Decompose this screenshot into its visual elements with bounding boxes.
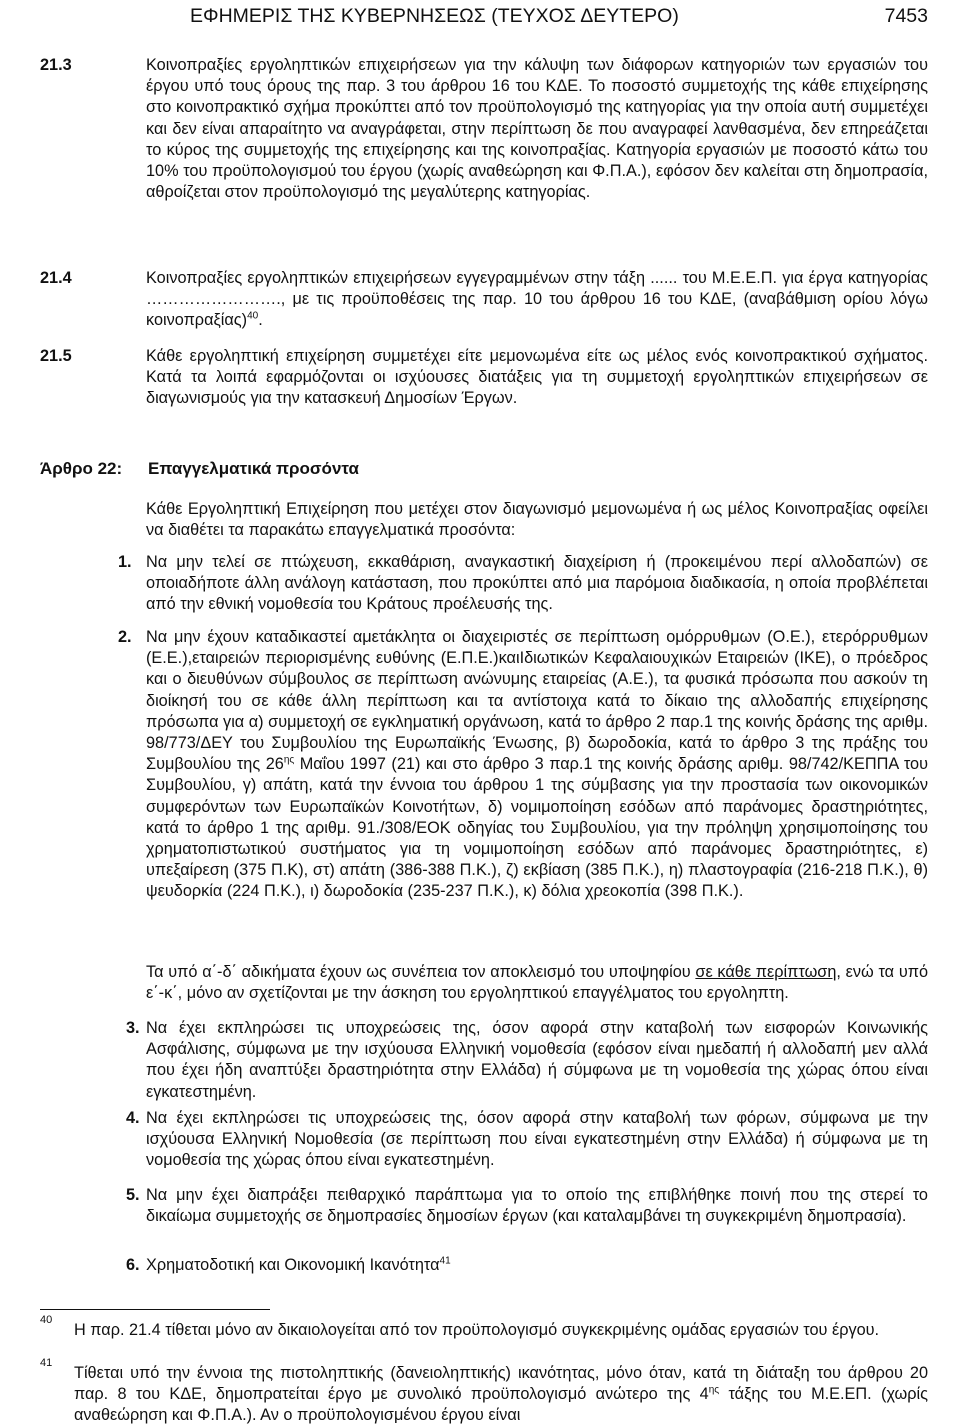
- item-number: 5.: [126, 1186, 140, 1204]
- footnote-text-part-b: τάξης του Μ.Ε.ΕΠ. (χωρίς αναθεώρηση και Φ.Π.Α.). Αν ο προϋπολογισμένου έργου είναι: [74, 1385, 928, 1425]
- footnote-41: [40, 1357, 928, 1427]
- item-text: Να έχει εκπληρώσει τις υποχρεώσεις της, όσον αφορά στην καταβολή των εισφορών Κοινωνικής Ασφάλισης, σύμφωνα με την ισχύουσα Ελληνική νομοθεσία (εφόσον είναι ημεδαπή ή αλλοδαπή μεν αλλά που έχει ήδη αναπτύξει δραστηριότητα στην Ελλάδα) ή σύμφωνα με τη νομοθεσία της χώρας όπου είναι εγκατεστημένη.: [146, 1019, 928, 1101]
- item-2: [118, 627, 928, 903]
- offence-note: [146, 962, 928, 1004]
- item-6: [126, 1255, 928, 1276]
- item-text: Να μην έχει διαπράξει πειθαρχικό παράπτωμα για το οποίο της επιβλήθηκε ποινή που της στερεί το δικαίωμα συμμετοχής σε δημοπρασίες δημοσίων έργων (και καταλαμβάνει τη συγκεκριμένη δημοπρασία).: [146, 1186, 928, 1226]
- section-21-5: [40, 346, 928, 410]
- footnote-separator: [40, 1309, 270, 1310]
- section-number: 21.4: [40, 269, 72, 287]
- section-text-tail: .: [258, 311, 263, 330]
- section-number: 21.5: [40, 347, 72, 365]
- item-1: [118, 552, 928, 616]
- page-header: [40, 2, 928, 30]
- footnote-number: 41: [40, 1357, 53, 1369]
- article-title: Επαγγελματικά προσόντα: [148, 459, 359, 478]
- item-3: [126, 1018, 928, 1103]
- article-label: Άρθρο 22:: [40, 459, 123, 478]
- section-number: 21.3: [40, 56, 72, 74]
- item-text: [146, 1255, 928, 1276]
- gazette-title: ΕΦΗΜΕΡΙΣ ΤΗΣ ΚΥΒΕΡΝΗΣΕΩΣ (ΤΕΥΧΟΣ ΔΕΥΤΕΡΟ): [190, 5, 679, 27]
- ordinal-suffix: ης: [708, 1384, 720, 1396]
- item-text: Να έχει εκπληρώσει τις υποχρεώσεις της, όσον αφορά στην καταβολή των φόρων, σύμφωνα με την ισχύουσα Ελληνική Νομοθεσία (σε περίπτωση που είναι εγκατεστημένη στην Ελλάδα) ή σύμφωνα με τη νομοθεσία της χώρας όπου είναι εγκατεστημένη.: [146, 1109, 928, 1170]
- footnote-text: [74, 1363, 928, 1427]
- item-text: [146, 627, 928, 903]
- item-heading: Χρηματοδοτική και Οικονομική Ικανότητα: [146, 1256, 440, 1274]
- section-21-3: [40, 55, 928, 203]
- page-number: 7453: [884, 5, 928, 27]
- item-number: 3.: [126, 1019, 140, 1037]
- item-4: [126, 1108, 928, 1172]
- note-text-part-b: , ενώ τα υπό ε΄-κ΄, μόνο αν σχετίζονται με την άσκηση του εργοληπτικού επαγγέλματος του εργοληπτη.: [146, 963, 929, 1003]
- article-heading: [40, 458, 359, 479]
- note-text-part-a: Τα υπό α΄-δ΄ αδικήματα έχουν ως συνέπεια τον αποκλεισμό του υποψηφίου: [146, 963, 696, 981]
- item-number: 1.: [118, 553, 132, 571]
- article-intro: Κάθε Εργοληπτική Επιχείρηση που μετέχει στον διαγωνισμό μεμονωμένα ή ως μέλος Κοινοπραξίας οφείλει να διαθέτει τα παρακάτω επαγγελματικά προσόντα:: [146, 500, 928, 540]
- item-5: [126, 1185, 928, 1227]
- section-text: Κοινοπραξίες εργοληπτικών επιχειρήσεων για την κάλυψη των διάφορων κατηγοριών των εργασιών του έργου υπό τους όρους της παρ. 3 του άρθρου 16 του ΚΔΕ. Το ποσοστό συμμετοχής της κάθε επιχείρησης στο κοινοπρακτικό σχήμα προκύπτει από τον προϋπολογισμό της κατηγορίας για την οποία αυτή συμμετέχει και δεν είναι απαραίτητο να αναγράφεται, στην περίπτωση δε που αναγραφεί λανθασμένα, δεν επηρεάζεται το κύρος της συμμετοχής της επιχείρησης και της κοινοπραξίας. Κατηγορία εργασιών με ποσοστό κάτω του 10% του προϋπολογισμού του έργου (χωρίς αναθεώρηση και Φ.Π.Α.), εφόσον δεν καλείται στη δημοπρασία, αθροίζεται στον προϋπολογισμό της μεγαλύτερης κατηγορίας.: [146, 56, 928, 202]
- section-text: [146, 268, 928, 332]
- section-text: Κάθε εργοληπτική επιχείρηση συμμετέχει είτε μεμονωμένα είτε ως μέλος ενός κοινοπρακτικού σχήματος. Κατά τα λοιπά εφαρμόζονται οι ισχύουσες διατάξεις για τη συμμετοχή εργοληπτικών επιχειρήσεων σε διαγωνισμούς για την κατασκευή Δημοσίων Έργων.: [146, 347, 928, 408]
- footnote-text-part-a: Τίθεται υπό την έννοια της πιστοληπτικής (δανειοληπτικής) ικανότητας, μόνο όταν, κατά τη διάταξη του άρθρου 20 παρ. 8 του ΚΔΕ, δημοπρατείται έργο με συνολικό προϋπολογισμό ανώτερο της 4: [74, 1364, 928, 1404]
- item-number: 4.: [126, 1109, 140, 1127]
- item-number: 6.: [126, 1256, 140, 1274]
- item-text-part-b: Μαΐου 1997 (21) και στο άρθρο 3 παρ.1 της κοινής δράσης αριθμ. 98/742/ΚΕΠΠΑ του Συμβουλίου, γ) απάτη, κατά την έννοια του άρθρου 1 της σύμβασης για την προστασία των οικονομικών συμφερόντων των Ευρωπαϊκών Κοινοτήτων, δ) νομιμοποίηση εσόδων από παράνομες δραστηριότητες, κατά το άρθρο 1 της αριθμ. 91./308/ΕΟΚ οδηγίας του Συμβουλίου, για την πρόληψη χρησιμοποίησης του χρηματοπιστωτικού συστήματος για τη νομιμοποίηση εσόδων από παράνομες δραστηριότητες, ε) υπεξαίρεση (375 Π.Κ), στ) απάτη (386-388 Π.Κ.), ζ) εκβίαση (385 Π.Κ.), η) πλαστογραφία (216-218 Π.Κ.), θ) ψευδορκία (224 Π.Κ.), ι) δωροδοκία (235-237 Π.Κ.), κ) δόλια χρεοκοπία (398 Π.Κ.).: [146, 755, 928, 901]
- item-number: 2.: [118, 628, 132, 646]
- section-text-body: Κοινοπραξίες εργοληπτικών επιχειρήσεων εγγεγραμμένων στην τάξη ...... του Μ.Ε.Ε.Π. για έργα κατηγορίας ……………………., με τις προϋποθέσεις της παρ. 10 του άρθρου 16 του ΚΔΕ, (αναβάθμιση ορίου λόγω κοινοπραξίας): [146, 269, 928, 330]
- footnote-ref-40[interactable]: 40: [247, 310, 259, 322]
- footnote-40: [40, 1314, 928, 1341]
- ordinal-suffix: ης: [283, 754, 295, 766]
- item-text: Να μην τελεί σε πτώχευση, εκκαθάριση, αναγκαστική διαχείριση ή (προκειμένου περί αλλοδαπών) σε οποιαδήποτε άλλη ανάλογη κατάσταση, που προκύπτει από μια παρόμοια διαδικασία, η οποία προβλέπεται από την εθνική νομοθεσία του Κράτους προέλευσής της.: [146, 553, 928, 614]
- footnote-text: Η παρ. 21.4 τίθεται μόνο αν δικαιολογείται από τον προϋπολογισμό συγκεκριμένης ομάδας εργασιών του έργου.: [74, 1321, 880, 1339]
- footnote-ref-41[interactable]: 41: [439, 1255, 451, 1267]
- footnote-number: 40: [40, 1314, 53, 1326]
- item-text-part-a: Να μην έχουν καταδικαστεί αμετάκλητα οι διαχειριστές σε περίπτωση ομόρρυθμων (Ο.Ε.), ετερόρρυθμων (Ε.Ε.),εταιρειών περιορισμένης ευθύνης (Ε.Π.Ε.)καιΙδιωτικών Κεφαλαιουχικών Εταιρειών (ΙΚΕ), ο πρόεδρος και ο διευθύνων σύμβουλος σε περίπτωση ανώνυμης εταιρείας (Α.Ε.), τα φυσικά πρόσωπα που ασκούν τη διοίκησή του σε κάθε άλλη περίπτωση και τα αντίστοιχα κατά το δίκαιο της αλλοδαπής επιχείρησης πρόσωπα για α) συμμετοχή σε εγκληματική οργάνωση, κατά το άρθρο 2 παρ.1 της κοινής δράσης της αριθμ. 98/773/ΔΕΥ του Συμβουλίου της Ευρωπαϊκής Ένωσης, β) δωροδοκία, κατά το άρθρο 3 της πράξης του Συμβουλίου της 26: [146, 628, 928, 774]
- note-underlined: σε κάθε περίπτωση: [695, 963, 837, 981]
- section-21-4: [40, 268, 928, 332]
